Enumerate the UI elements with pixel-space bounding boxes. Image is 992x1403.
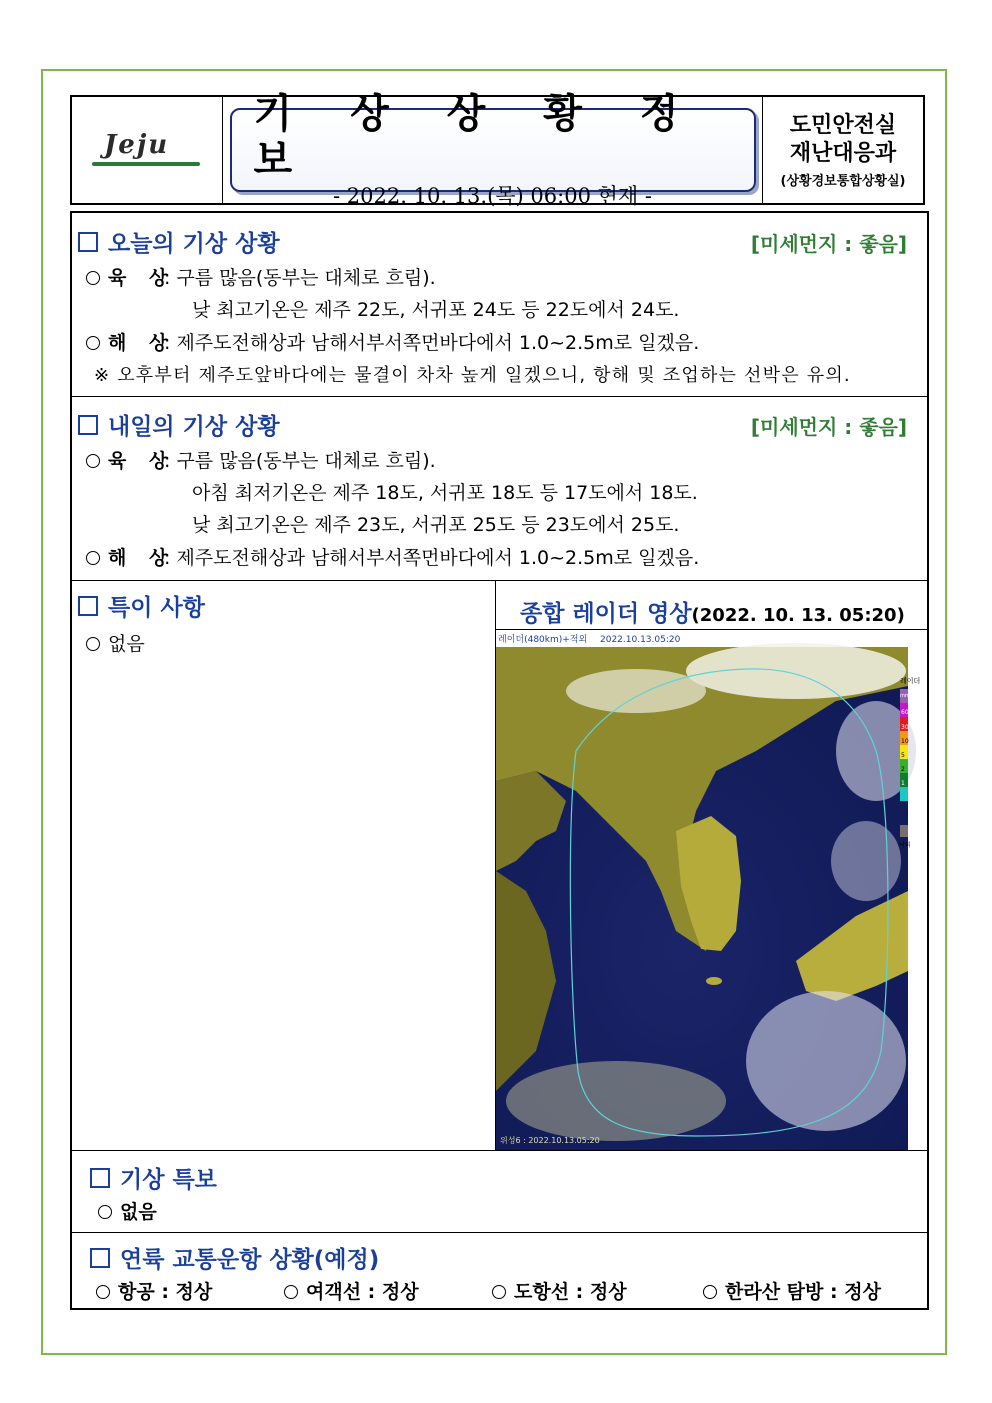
logo-text: Jeju bbox=[104, 130, 170, 160]
legend-lightning: 낙뢰 bbox=[899, 842, 911, 849]
radar-title: 종합 레이더 영상(2022. 10. 13. 05:20) bbox=[520, 601, 905, 627]
legend-value: 2 bbox=[901, 766, 905, 773]
tomorrow-heading: 내일의 기상 상황 bbox=[78, 408, 280, 441]
checkbox-icon bbox=[78, 596, 98, 616]
circle-bullet-icon bbox=[96, 1285, 110, 1299]
radar-cloud bbox=[506, 1061, 726, 1141]
page-subtitle: - 2022. 10. 13.(목) 06:00 현재 - bbox=[333, 184, 652, 208]
legend-value: 10 bbox=[901, 738, 909, 745]
special-heading: 특이 사항 bbox=[78, 589, 205, 622]
dept-line3: (상황경보통합상황실) bbox=[780, 173, 906, 189]
checkbox-icon bbox=[90, 1248, 110, 1268]
radar-cloud bbox=[746, 991, 906, 1131]
jeju-logo bbox=[92, 130, 202, 170]
tomorrow-land-line2: 아침 최저기온은 제주 18도, 서귀포 18도 등 17도에서 18도. bbox=[192, 482, 698, 504]
traffic-item-hallasan: 한라산 탐방 : 정상 bbox=[703, 1277, 881, 1304]
circle-bullet-icon bbox=[86, 551, 100, 565]
page-title: 기 상 상 황 정 보 bbox=[253, 91, 701, 183]
divider bbox=[72, 1150, 927, 1151]
radar-cloud bbox=[566, 669, 706, 713]
circle-bullet-icon bbox=[86, 637, 100, 651]
divider bbox=[72, 1232, 927, 1233]
checkbox-icon bbox=[90, 1168, 110, 1188]
divider bbox=[495, 629, 927, 630]
divider bbox=[72, 396, 927, 397]
warning-item: 없음 bbox=[98, 1197, 157, 1224]
dept-line2: 재난대응과 bbox=[789, 140, 897, 166]
legend-value: 5 bbox=[901, 752, 905, 759]
traffic-item-ferry: 여객선 : 정상 bbox=[284, 1277, 419, 1304]
radar-img-time: 2022.10.13.05:20 bbox=[600, 635, 681, 645]
traffic-heading: 연륙 교통운항 상황(예정) bbox=[90, 1241, 379, 1274]
today-land-line1: 육 상: 구름 많음(동부는 대체로 흐림). bbox=[86, 263, 436, 290]
traffic-item-air: 항공 : 정상 bbox=[96, 1277, 212, 1304]
today-sea-line1: 해 상: 제주도전해상과 남해서부서쪽먼바다에서 1.0~2.5m로 일겠음. bbox=[86, 328, 699, 355]
radar-img-label: 레이더(480km)+적외 bbox=[498, 635, 588, 645]
today-dust: [미세먼지 : 좋음] bbox=[750, 232, 907, 256]
warning-heading: 기상 특보 bbox=[90, 1161, 217, 1194]
tomorrow-land-line3: 낮 최고기온은 제주 23도, 서귀포 25도 등 23도에서 25도. bbox=[192, 514, 680, 536]
radar-image bbox=[496, 631, 921, 1151]
legend-value: 1 bbox=[901, 780, 905, 787]
circle-bullet-icon bbox=[86, 271, 100, 285]
legend-title: 레이더 bbox=[900, 677, 921, 685]
dept-line1: 도민안전실 bbox=[789, 112, 897, 138]
sat-label: 위성6 : 2022.10.13.05:20 bbox=[500, 1136, 600, 1145]
today-note: ※ 오후부터 제주도앞바다에는 물결이 차차 높게 일겠으니, 항해 및 조업하는 선박은 유의. bbox=[94, 365, 851, 386]
department-cell bbox=[762, 97, 923, 203]
legend-swatch-lightning bbox=[900, 825, 908, 837]
legend-unit: mm/h bbox=[900, 693, 915, 699]
tomorrow-land-line1: 육 상: 구름 많음(동부는 대체로 흐림). bbox=[86, 446, 436, 473]
tomorrow-dust: [미세먼지 : 좋음] bbox=[750, 415, 907, 439]
document-header bbox=[70, 91, 925, 208]
circle-bullet-icon bbox=[86, 336, 100, 350]
circle-bullet-icon bbox=[86, 454, 100, 468]
radar-cloud bbox=[831, 821, 901, 901]
checkbox-icon bbox=[78, 415, 98, 435]
circle-bullet-icon bbox=[492, 1285, 506, 1299]
logo-swoosh bbox=[92, 162, 200, 166]
tomorrow-sea-line1: 해 상: 제주도전해상과 남해서부서쪽먼바다에서 1.0~2.5m로 일겠음. bbox=[86, 543, 699, 570]
logo-cell bbox=[72, 97, 223, 203]
circle-bullet-icon bbox=[703, 1285, 717, 1299]
special-item: 없음 bbox=[86, 629, 145, 656]
title-box bbox=[230, 91, 756, 208]
legend-value: 60 bbox=[901, 709, 909, 716]
traffic-item-islet-ferry: 도항선 : 정상 bbox=[492, 1277, 627, 1304]
legend-swatch bbox=[900, 787, 908, 801]
title-cell bbox=[223, 91, 762, 208]
checkbox-icon bbox=[78, 232, 98, 252]
legend-value: 30 bbox=[901, 724, 909, 731]
main-table bbox=[70, 211, 929, 1310]
radar-jeju bbox=[706, 977, 722, 985]
today-heading: 오늘의 기상 상황 bbox=[78, 225, 280, 258]
divider bbox=[72, 580, 927, 581]
today-land-line2: 낮 최고기온은 제주 22도, 서귀포 24도 등 22도에서 24도. bbox=[192, 299, 680, 321]
circle-bullet-icon bbox=[98, 1205, 112, 1219]
circle-bullet-icon bbox=[284, 1285, 298, 1299]
